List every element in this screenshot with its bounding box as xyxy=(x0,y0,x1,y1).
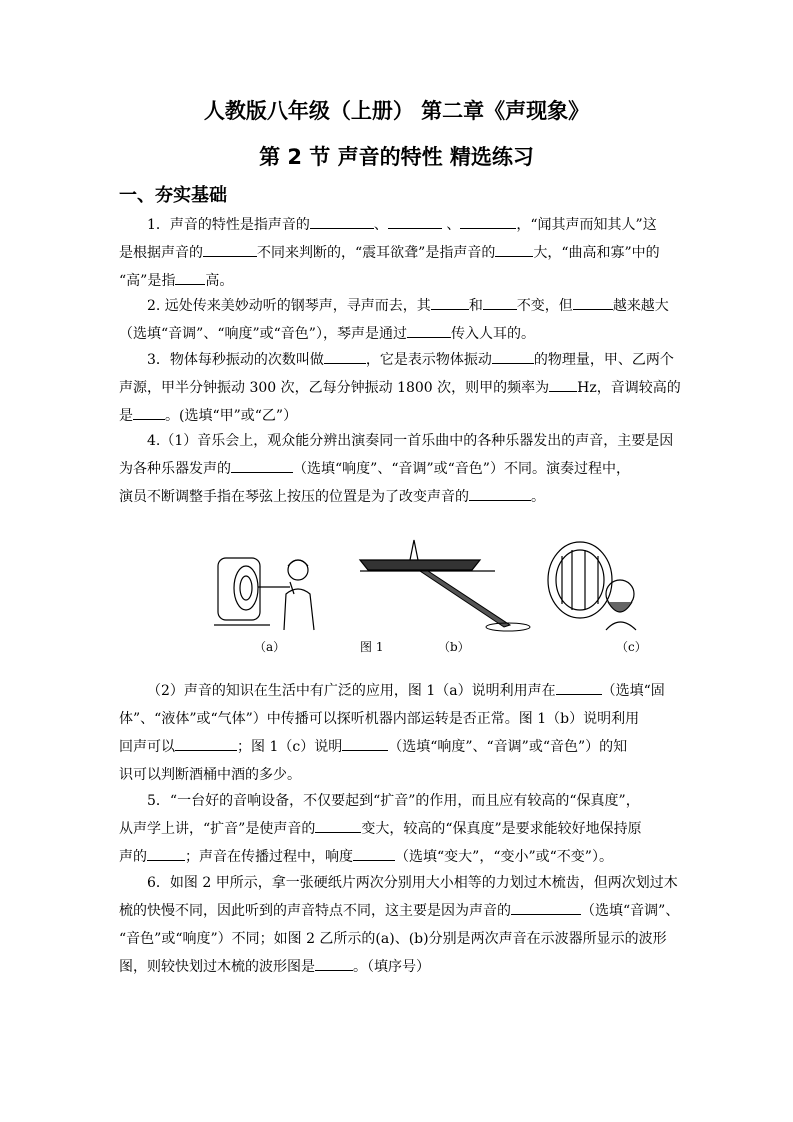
q5-text: 从声学上讲，“扩音”是使声音的 xyxy=(119,821,316,837)
q2-text: 传入人耳的。 xyxy=(450,326,535,342)
answer-blank[interactable] xyxy=(573,293,613,310)
figure-caption: 图 1 xyxy=(360,640,384,654)
figure-label-c: （c） xyxy=(616,640,647,654)
barrel-drawing xyxy=(548,542,612,618)
q4b-text: 体”、“液体”或“气体”）中传播可以探听机器内部运转是否正常。图 1（b）说明利用 xyxy=(119,711,640,727)
question-6 xyxy=(119,869,680,981)
figure-label-b: （b） xyxy=(438,640,470,654)
machine-drawing xyxy=(214,558,290,625)
q3-text: 声源，甲半分钟振动 300 次，乙每分钟振动 1800 次，则甲的频率为 xyxy=(119,380,550,396)
question-5 xyxy=(119,787,675,871)
question-1 xyxy=(119,211,675,295)
section-heading: 一、夯实基础 xyxy=(119,185,227,206)
page-title: 人教版八年级（上册） 第二章《声现象》 xyxy=(203,99,590,123)
q5-text: 变大，较高的“保真度”是要求能较好地保持原 xyxy=(361,821,642,837)
q6-text: 图，则较快划过木梳的波形图是 xyxy=(119,959,315,975)
ship-drawing xyxy=(360,540,495,571)
answer-blank[interactable] xyxy=(407,321,451,338)
q6-text: 6．如图 2 甲所示，拿一张硬纸片两次分别用大小相等的力划过木梳齿，但两次划过木 xyxy=(147,875,678,891)
q4b-text: 识可以判断酒桶中酒的多少。 xyxy=(119,767,301,783)
q4-text: 为各种乐器发声的 xyxy=(119,461,231,477)
q3-text: 是 xyxy=(119,408,133,424)
question-4-part-1 xyxy=(119,427,675,511)
q5-text: 5．“一台好的音响设备，不仅要起到“扩音”的作用，而且应有较高的“保真度”， xyxy=(147,793,640,809)
question-4-part-2 xyxy=(119,677,675,789)
man-drawing xyxy=(606,580,636,630)
q4b-text: （2）声音的知识在生活中有广泛的应用，图 1（a）说明利用声在 xyxy=(147,683,556,699)
q3-text: ，它是表示物体振动 xyxy=(365,352,492,368)
answer-blank[interactable] xyxy=(342,734,388,751)
q5-text: （选填“变大”，“变小”或“不变”）。 xyxy=(395,849,613,865)
q3-text: 。(选填“甲”或“乙”） xyxy=(165,408,298,424)
answer-blank[interactable] xyxy=(469,484,531,501)
q6-text: （选填“音调”、 xyxy=(581,903,680,919)
answer-blank[interactable] xyxy=(388,212,442,229)
sonar-beam-drawing xyxy=(420,571,530,631)
answer-blank[interactable] xyxy=(231,456,293,473)
answer-blank[interactable] xyxy=(315,816,361,833)
figure-1 xyxy=(210,530,660,660)
q4-text: 。 xyxy=(531,489,545,505)
answer-blank[interactable] xyxy=(556,678,602,695)
q5-text: ；声音在传播过程中，响度 xyxy=(185,849,353,865)
q5-text: 声的 xyxy=(119,849,147,865)
q1-text: 是根据声音的 xyxy=(119,245,203,261)
worker-drawing xyxy=(284,560,314,630)
question-2 xyxy=(119,292,675,348)
q1-text: 、 xyxy=(373,217,388,233)
q3-text: 的物理量，甲、乙两个 xyxy=(533,352,674,368)
answer-blank[interactable] xyxy=(324,347,366,364)
q2-text: （选填“音调”、“响度”或“音色”），琴声是通过 xyxy=(119,326,407,342)
q4b-text: （选填“固 xyxy=(601,683,665,699)
figure-1-illustration xyxy=(210,530,660,640)
q2-text: 越来越大 xyxy=(612,298,669,314)
q6-text: “音色”或“响度”）不同；如图 2 乙所示的(a)、(b)分别是两次声音在示波器所显示的波形 xyxy=(119,931,667,947)
q4-text: （选填“响度”、“音调”或“音色”）不同。演奏过程中， xyxy=(293,461,630,477)
answer-blank[interactable] xyxy=(460,212,516,229)
figure-label-a: （a） xyxy=(254,640,286,654)
answer-blank[interactable] xyxy=(483,293,517,310)
q4b-text: ；图 1（c）说明 xyxy=(237,739,343,755)
q4b-text: 回声可以 xyxy=(119,739,175,755)
q4b-text: （选填“响度”、“音调”或“音色”）的知 xyxy=(388,739,628,755)
question-3 xyxy=(119,346,681,430)
answer-blank[interactable] xyxy=(353,844,395,861)
q3-text: 3．物体每秒振动的次数叫做 xyxy=(147,352,324,368)
answer-blank[interactable] xyxy=(549,375,577,392)
answer-blank[interactable] xyxy=(511,898,581,915)
q4-text: 4.（1）音乐会上，观众能分辨出演奏同一首乐曲中的各种乐器发出的声音，主要是因 xyxy=(147,433,674,449)
q1-text: “高”是指 xyxy=(119,273,176,289)
q3-text: Hz，音调较高的 xyxy=(577,380,681,396)
answer-blank[interactable] xyxy=(315,954,353,971)
q1-text: 不同来判断的，“震耳欲聋”是指声音的 xyxy=(257,245,496,261)
page-subtitle: 第 2 节 声音的特性 精选练习 xyxy=(259,145,534,169)
answer-blank[interactable] xyxy=(310,212,374,229)
q1-text: 、 xyxy=(441,217,461,233)
answer-blank[interactable] xyxy=(492,347,534,364)
q1-text: 大，“曲高和寡”中的 xyxy=(533,245,660,261)
answer-blank[interactable] xyxy=(431,293,469,310)
q1-text: ，“闻其声而知其人”这 xyxy=(516,217,657,233)
q2-text: 和 xyxy=(468,298,483,314)
answer-blank[interactable] xyxy=(175,268,205,285)
answer-blank[interactable] xyxy=(495,240,533,257)
answer-blank[interactable] xyxy=(147,844,185,861)
q2-text: 2. 远处传来美妙动听的钢琴声，寻声而去，其 xyxy=(147,298,431,314)
answer-blank[interactable] xyxy=(203,240,257,257)
q6-text: 。（填序号） xyxy=(353,959,430,975)
q6-text: 梳的快慢不同，因此听到的声音特点不同，这主要是因为声音的 xyxy=(119,903,511,919)
answer-blank[interactable] xyxy=(175,734,237,751)
q4-text: 演员不断调整手指在琴弦上按压的位置是为了改变声音的 xyxy=(119,489,469,505)
answer-blank[interactable] xyxy=(133,403,165,420)
q2-text: 不变，但 xyxy=(516,298,573,314)
q1-text: 1．声音的特性是指声音的 xyxy=(147,217,310,233)
q1-text: 高。 xyxy=(205,273,234,289)
